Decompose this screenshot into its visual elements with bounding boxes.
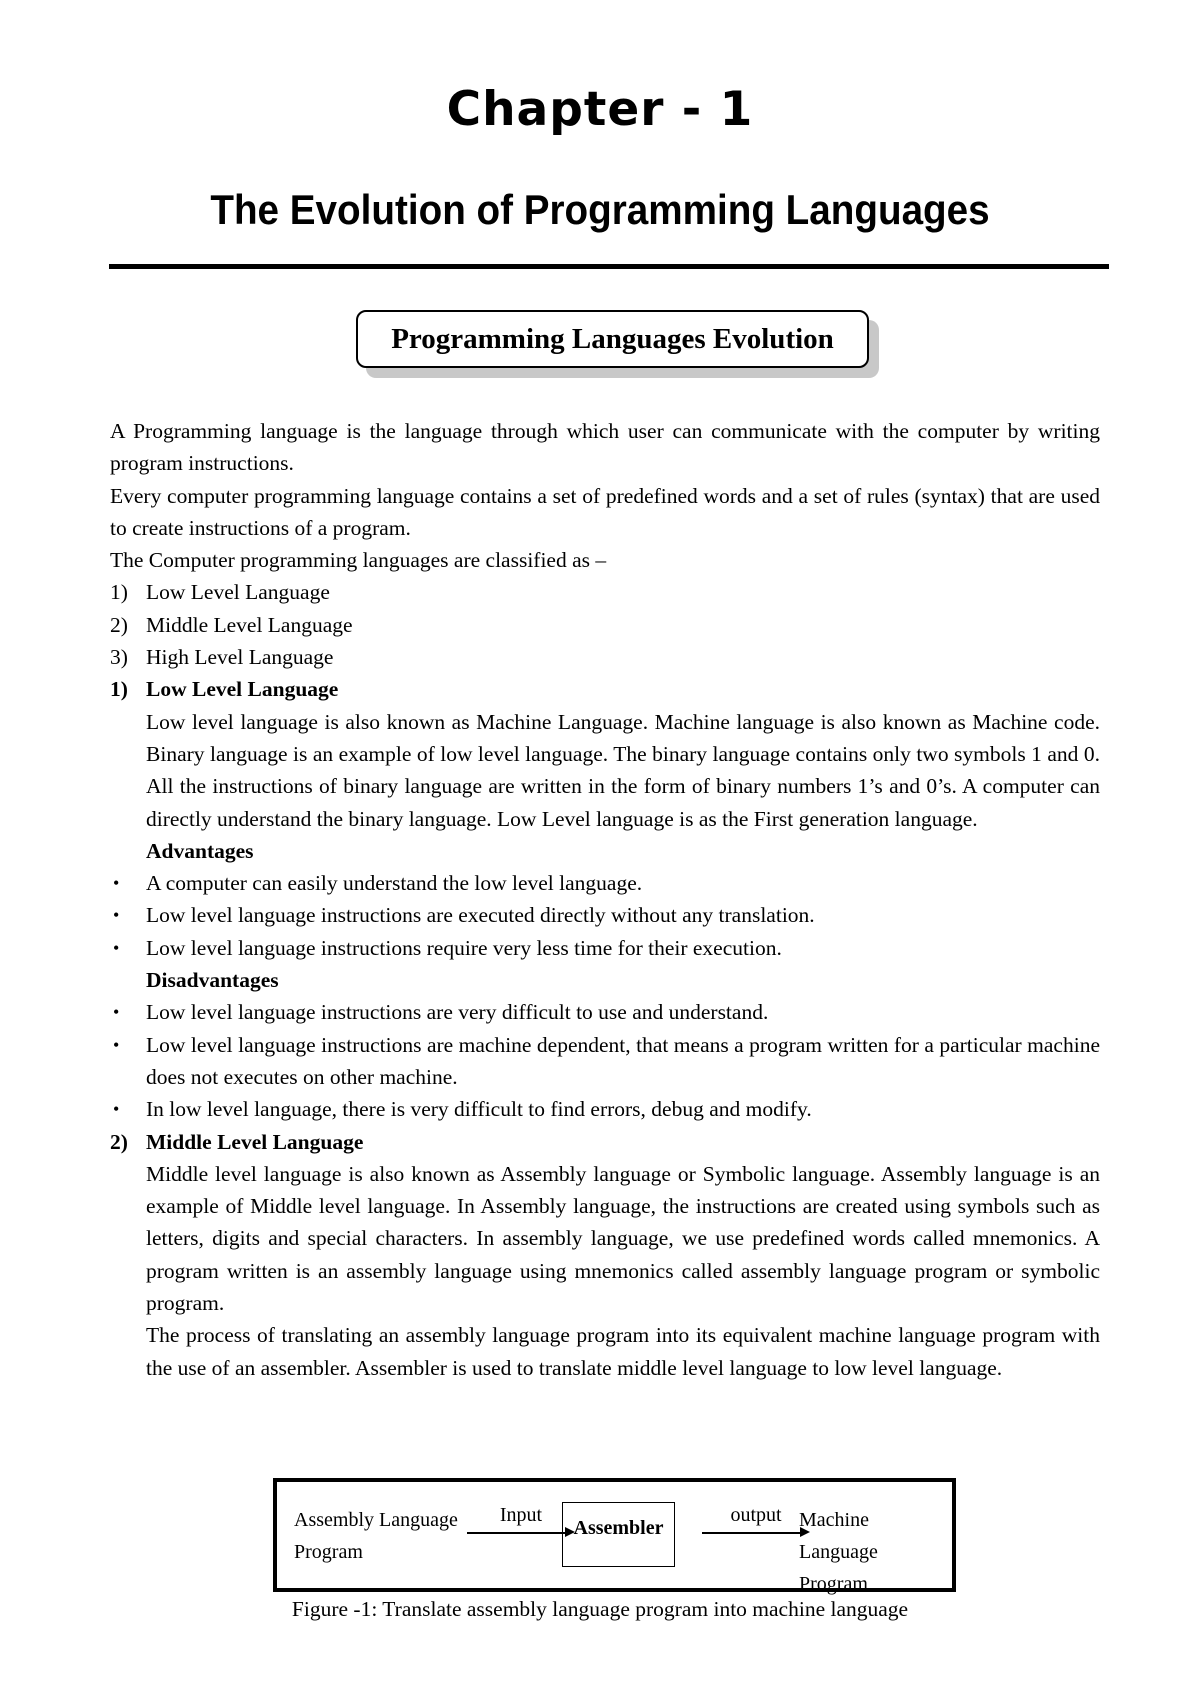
bullet-icon: •: [113, 873, 120, 894]
figure-caption: Figure -1: Translate assembly language program into machine language: [291, 1597, 909, 1621]
bullet-text: A computer can easily understand the low level language.: [146, 871, 643, 896]
advantage-item: [110, 932, 1100, 964]
list-marker: 3): [110, 645, 128, 670]
middle-level-heading: [110, 1126, 1100, 1158]
low-level-heading: [110, 673, 1100, 705]
heading-text: Low Level Language: [146, 677, 339, 702]
classification-item: [110, 576, 1100, 608]
list-item-label: High Level Language: [146, 645, 334, 670]
advantage-item: [110, 899, 1100, 931]
input-arrow: [467, 1532, 567, 1534]
chapter-title: The Evolution of Programming Languages: [210, 186, 990, 233]
bullet-icon: •: [113, 1099, 120, 1120]
classification-item: [110, 609, 1100, 641]
heading-text: Middle Level Language: [146, 1129, 364, 1154]
target-label-line-1: Machine Language: [799, 1509, 878, 1563]
classification-item: [110, 641, 1100, 673]
low-level-description: Low level language is also known as Machine Language. Machine language is also known as Machine code. Binary language is an example of low level language. The binary language contains only two symbols 1 and 0. All the instructions of binary language are written in the form of binary numbers 1’s and 0’s. A computer can directly understand the binary language. Low Level language is as the First generation language.: [146, 709, 1100, 831]
advantages-heading: Advantages: [146, 838, 254, 863]
bullet-text: Low level language instructions require very less time for their execution.: [146, 935, 782, 960]
output-label: output: [730, 1504, 782, 1526]
disadvantage-item: [110, 1093, 1100, 1125]
bullet-text: In low level language, there is very difficult to find errors, debug and modify.: [146, 1097, 812, 1122]
section-heading: Programming Languages Evolution: [356, 310, 869, 368]
source-label-line-2: Program: [294, 1541, 363, 1563]
source-label-line-1: Assembly Language: [294, 1509, 458, 1531]
intro-paragraph-3: The Computer programming languages are classified as –: [110, 548, 607, 573]
bullet-icon: •: [113, 1034, 120, 1055]
bullet-icon: •: [113, 1002, 120, 1023]
bullet-icon: •: [113, 937, 120, 958]
middle-level-description: Middle level language is also known as Assembly language or Symbolic language. Assembly language is an example of Middle level language. In Assembly language, the instructions are created using symbols such as letters, digits and special characters. In assembly language, we use predefined words called mnemonics. A program written is an assembly language using mnemonics called assembly language program or symbolic program.: [146, 1161, 1100, 1316]
list-marker: 2): [110, 1129, 128, 1154]
diagram-source: [294, 1504, 458, 1568]
list-marker: 1): [110, 677, 128, 702]
list-item-label: Low Level Language: [146, 580, 330, 605]
bullet-icon: •: [113, 905, 120, 926]
assembler-box: Assembler: [562, 1502, 675, 1567]
assembler-diagram: [273, 1478, 956, 1595]
output-arrow: [702, 1532, 802, 1534]
disadvantage-item: [110, 1029, 1100, 1094]
bullet-text: Low level language instructions are machine dependent, that means a program written for a particular machine does not executes on other machine.: [146, 1032, 1100, 1089]
title-divider: [109, 264, 1109, 269]
intro-paragraph-2: Every computer programming language contains a set of predefined words and a set of rules (syntax) that are used to create instructions of a program.: [110, 483, 1100, 540]
disadvantages-heading: Disadvantages: [146, 968, 279, 993]
advantage-item: [110, 867, 1100, 899]
intro-paragraph-1: A Programming language is the language through which user can communicate with the computer by writing program instructions.: [110, 419, 1100, 476]
list-item-label: Middle Level Language: [146, 612, 353, 637]
list-marker: 2): [110, 612, 128, 637]
list-marker: 1): [110, 580, 128, 605]
chapter-number: Chapter - 1: [446, 82, 754, 137]
bullet-text: Low level language instructions are very difficult to use and understand.: [146, 1000, 769, 1025]
target-label-line-2: Program: [799, 1573, 868, 1595]
diagram-target: [799, 1504, 952, 1600]
input-label: Input: [499, 1504, 543, 1526]
middle-level-description-2: The process of translating an assembly language program into its equivalent machine language program with the use of an assembler. Assembler is used to translate middle level language to low level language.: [146, 1323, 1100, 1380]
bullet-text: Low level language instructions are executed directly without any translation.: [146, 903, 815, 928]
disadvantage-item: [110, 996, 1100, 1028]
body-text: [110, 415, 1100, 1384]
